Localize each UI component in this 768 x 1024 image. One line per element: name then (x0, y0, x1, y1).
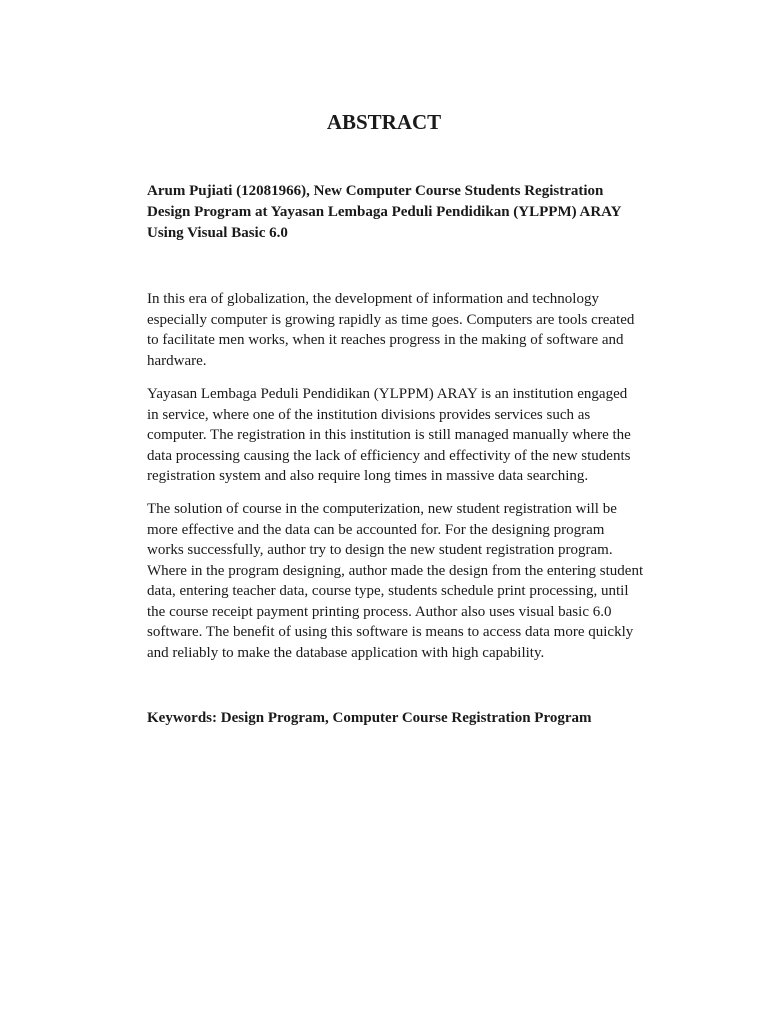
heading-line: Design Program at Yayasan Lembaga Peduli Pendidikan (YLPPM) ARAY (147, 204, 622, 220)
text-line: data processing causing the lack of efficiency and effectivity of the new students (147, 447, 631, 464)
paragraph-institution (147, 384, 667, 487)
text-line: hardware. (147, 352, 207, 369)
text-line: and reliably to make the database application with high capability. (147, 644, 545, 661)
text-line: computer. The registration in this institution is still managed manually where the (147, 427, 631, 443)
text-line: in service, where one of the institution divisions provides services such as (147, 406, 591, 423)
text-line: registration system and also require long times in massive data searching. (147, 468, 589, 484)
text-line: software. The benefit of using this software is means to access data more quickly (147, 624, 634, 640)
text-line: Yayasan Lembaga Peduli Pendidikan (YLPPM) ARAY is an institution engaged (147, 386, 628, 402)
text-line: works successfully, author try to design the new student registration program. (147, 542, 613, 558)
abstract-title: ABSTRACT (326, 110, 442, 134)
heading-line: Using Visual Basic 6.0 (147, 225, 288, 241)
paragraph-solution (147, 499, 667, 663)
keywords-line: Keywords: Design Program, Computer Course Registration Program (147, 710, 592, 726)
author-title-heading (147, 181, 647, 244)
text-line: especially computer is growing rapidly as time goes. Computers are tools created (147, 311, 635, 328)
text-line: In this era of globalization, the development of information and technology (147, 291, 599, 307)
text-line: data, entering teacher data, course type, students schedule print processing, until (147, 583, 629, 599)
paragraph-globalization (147, 289, 667, 371)
text-line: to facilitate men works, when it reaches progress in the making of software and (147, 332, 624, 348)
text-line: Where in the program designing, author made the design from the entering student (147, 562, 644, 579)
text-line: more effective and the data can be accounted for. For the designing program (147, 521, 605, 538)
text-line: The solution of course in the computerization, new student registration will be (147, 501, 617, 517)
text-line: the course receipt payment printing process. Author also uses visual basic 6.0 (147, 603, 612, 620)
heading-line: Arum Pujiati (12081966), New Computer Course Students Registration (147, 183, 604, 199)
